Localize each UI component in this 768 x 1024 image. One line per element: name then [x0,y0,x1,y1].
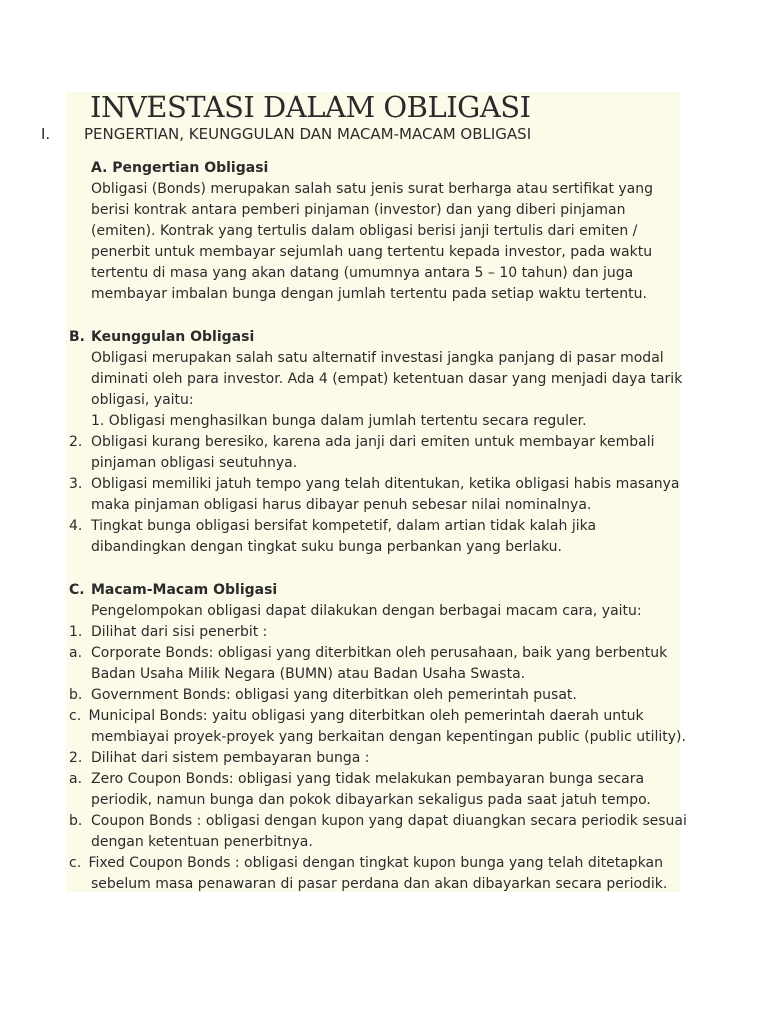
list-item: maka pinjaman obligasi harus dibayar penuh sebesar nilai nominalnya. [91,497,592,513]
paragraph-line: (emiten). Kontrak yang tertulis dalam obligasi berisi janji tertulis dari emiten / [91,223,638,239]
subsection-a-heading: A. Pengertian Obligasi [91,160,269,176]
section-title: PENGERTIAN, KEUNGGULAN DAN MACAM-MACAM OBLIGASI [84,125,532,143]
list-marker: b. [69,687,83,703]
list-item: Corporate Bonds: obligasi yang diterbitkan oleh perusahaan, baik yang berbentuk [91,645,668,661]
list-item: Municipal Bonds: yaitu obligasi yang diterbitkan oleh pemerintah daerah untuk [84,708,644,724]
list-item: periodik, namun bunga dan pokok dibayarkan sekaligus pada saat jatuh tempo. [91,792,651,808]
list-marker: 2. [69,750,83,766]
list-marker: c. [69,855,82,871]
list-marker: 3. [69,476,83,492]
list-item: membiayai proyek-proyek yang berkaitan dengan kepentingan public (public utility). [91,729,686,745]
list-marker: 2. [69,434,83,450]
list-item: Badan Usaha Milik Negara (BUMN) atau Badan Usaha Swasta. [91,666,526,682]
list-marker: 1. [69,624,83,640]
list-item: Tingkat bunga obligasi bersifat kompetetif, dalam artian tidak kalah jika [91,518,597,534]
paragraph-line: Obligasi merupakan salah satu alternatif investasi jangka panjang di pasar modal [91,350,664,366]
subsection-c-heading: Macam-Macam Obligasi [91,582,278,598]
list-item: Obligasi kurang beresiko, karena ada janji dari emiten untuk membayar kembali [91,434,655,450]
paragraph-line: penerbit untuk membayar sejumlah uang tertentu kepada investor, pada waktu [91,244,653,260]
paragraph-line: Pengelompokan obligasi dapat dilakukan dengan berbagai macam cara, yaitu: [91,603,642,619]
list-item: dengan ketentuan penerbitnya. [91,834,313,850]
list-marker: b. [69,813,83,829]
list-item: Fixed Coupon Bonds : obligasi dengan tingkat kupon bunga yang telah ditetapkan [84,855,664,871]
subsection-c-marker: C. [69,582,85,598]
list-marker: a. [69,645,83,661]
paragraph-line: berisi kontrak antara pemberi pinjaman (investor) dan yang diberi pinjaman [91,202,626,218]
list-item: Coupon Bonds : obligasi dengan kupon yang dapat diuangkan secara periodik sesuai [91,813,687,829]
list-item: Dilihat dari sisi penerbit : [91,624,268,640]
section-number: I. [41,125,51,143]
subsection-b-heading: Keunggulan Obligasi [91,329,255,345]
list-marker: 4. [69,518,83,534]
paragraph-line: diminati oleh para investor. Ada 4 (empat) ketentuan dasar yang menjadi daya tarik [91,371,683,387]
list-marker: a. [69,771,83,787]
paragraph-line: tertentu di masa yang akan datang (umumnya antara 5 – 10 tahun) dan juga [91,265,634,281]
subsection-b-marker: B. [69,329,85,345]
list-item: sebelum masa penawaran di pasar perdana dan akan dibayarkan secara periodik. [91,876,668,892]
list-item: pinjaman obligasi seutuhnya. [91,455,298,471]
list-marker: c. [69,708,82,724]
paragraph-line: membayar imbalan bunga dengan jumlah tertentu pada setiap waktu tertentu. [91,286,647,302]
list-item: Government Bonds: obligasi yang diterbitkan oleh pemerintah pusat. [91,687,577,703]
paragraph-line: obligasi, yaitu: [91,392,194,408]
page-title: INVESTASI DALAM OBLIGASI [90,90,531,124]
paragraph-line: Obligasi (Bonds) merupakan salah satu jenis surat berharga atau sertifikat yang [91,181,654,197]
list-item: dibandingkan dengan tingkat suku bunga perbankan yang berlaku. [91,539,562,555]
list-item: Zero Coupon Bonds: obligasi yang tidak melakukan pembayaran bunga secara [91,771,645,787]
list-item: 1. Obligasi menghasilkan bunga dalam jumlah tertentu secara reguler. [91,413,587,429]
list-item: Dilihat dari sistem pembayaran bunga : [91,750,370,766]
list-item: Obligasi memiliki jatuh tempo yang telah ditentukan, ketika obligasi habis masanya [91,476,680,492]
